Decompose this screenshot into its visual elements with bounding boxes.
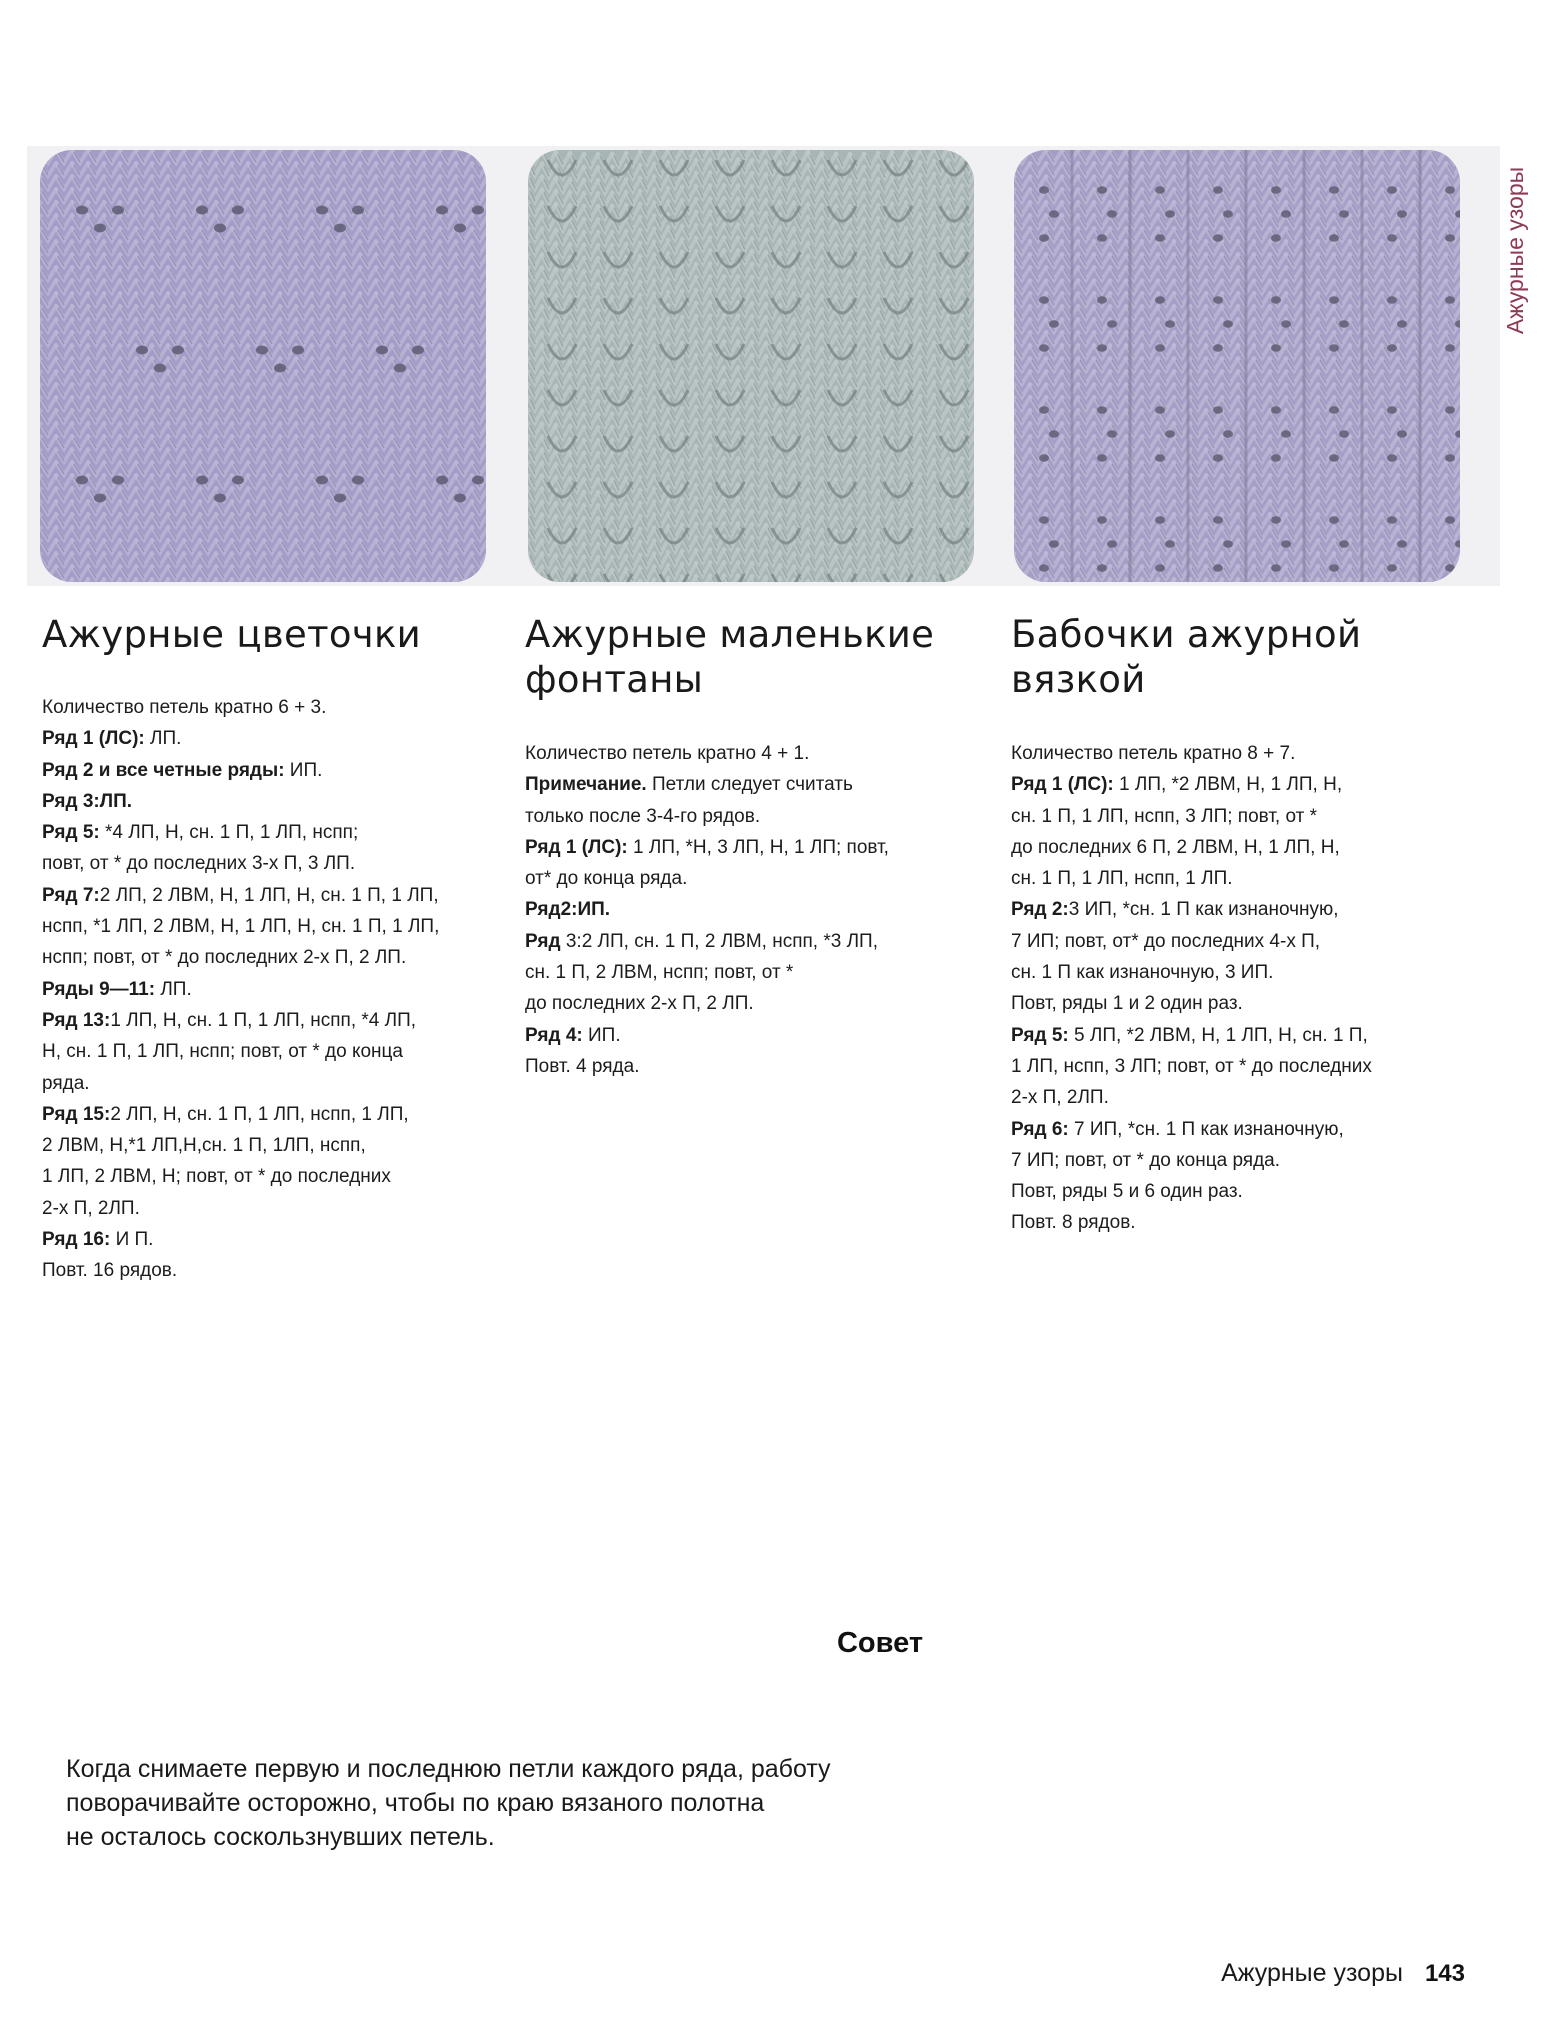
- instruction-text: 2 ЛВМ, Н,*1 ЛП,Н,сн. 1 П, 1ЛП, нспп,: [42, 1135, 366, 1157]
- instruction-line: [1011, 738, 1471, 769]
- knit-swatch-photo-flowers: [40, 150, 486, 582]
- instruction-line: [42, 1193, 502, 1224]
- instruction-text: 3 ИП, *сн. 1 П как изнаночную,: [1068, 899, 1339, 921]
- instruction-label: Ряд 5:: [1011, 1024, 1069, 1046]
- instruction-text: до последних 6 П, 2 ЛВМ, Н, 1 ЛП, Н,: [1011, 836, 1340, 858]
- instruction-text: сн. 1 П, 2 ЛВМ, нспп; повт, от *: [525, 962, 794, 984]
- instruction-line: [42, 1099, 502, 1130]
- pattern-instructions: [525, 738, 985, 1082]
- instruction-text: 5 ЛП, *2 ЛВМ, Н, 1 ЛП, Н, сн. 1 П,: [1068, 1024, 1368, 1046]
- instruction-label: Ряд 4:: [525, 1024, 583, 1046]
- pattern-instructions: [42, 692, 502, 1287]
- pattern-column-butterflies: [1011, 612, 1471, 1239]
- pattern-title: Ажурные маленькие фонтаны: [525, 613, 935, 701]
- instruction-label: Ряд 1 (ЛС):: [42, 728, 145, 750]
- instruction-line: [1011, 1176, 1471, 1207]
- instruction-text: 1 ЛП, *2 ЛВМ, Н, 1 ЛП, Н,: [1113, 774, 1343, 796]
- instruction-text: 7 ИП, *сн. 1 П как изнаночную,: [1068, 1118, 1344, 1140]
- instruction-line: [525, 926, 985, 957]
- instruction-text: Повт, ряды 1 и 2 один раз.: [1011, 993, 1243, 1015]
- instruction-line: [525, 801, 985, 832]
- instruction-text: сн. 1 П, 1 ЛП, нспп, 1 ЛП.: [1011, 868, 1233, 890]
- instruction-text: 2 ЛП, 2 ЛВМ, Н, 1 ЛП, Н, сн. 1 П, 1 ЛП,: [99, 884, 439, 906]
- instruction-text: ИП.: [284, 759, 323, 781]
- instruction-line: [525, 957, 985, 988]
- instruction-text: Н, сн. 1 П, 1 ЛП, нспп; повт, от * до конца: [42, 1041, 403, 1063]
- pattern-title: Бабочки ажурной вязкой: [1011, 613, 1362, 701]
- instruction-line: [42, 1005, 502, 1036]
- instruction-line: [42, 786, 502, 817]
- instruction-line: [1011, 894, 1471, 925]
- instruction-text: нспп, *1 ЛП, 2 ЛВМ, Н, 1 ЛП, Н, сн. 1 П, 1 ЛП,: [42, 916, 440, 938]
- instruction-text: 3:2 ЛП, сн. 1 П, 2 ЛВМ, нспп, *3 ЛП,: [565, 930, 878, 952]
- instruction-text: 2-х П, 2ЛП.: [1011, 1087, 1109, 1109]
- instruction-line: [525, 894, 985, 925]
- instruction-label: Ряд2:ИП.: [525, 899, 611, 921]
- instruction-text: 7 ИП; повт, от * до конца ряда.: [1011, 1149, 1281, 1171]
- instruction-line: [1011, 863, 1471, 894]
- section-side-label: [1498, 150, 1534, 350]
- instruction-text: Повт. 16 рядов.: [42, 1260, 178, 1282]
- instruction-line: [1011, 832, 1471, 863]
- instruction-text: нспп; повт, от * до последних 2-х П, 2 ЛП.: [42, 947, 407, 969]
- instruction-text: ЛП.: [155, 978, 192, 1000]
- instruction-text: 1 ЛП, Н, сн. 1 П, 1 ЛП, нспп, *4 ЛП,: [110, 1009, 417, 1031]
- knit-swatch-photo-butterflies: [1014, 150, 1460, 582]
- instruction-label: Ряд 1 (ЛС):: [525, 836, 628, 858]
- instruction-label: Ряд 13:: [42, 1009, 111, 1031]
- instruction-line: [525, 1051, 985, 1082]
- instruction-text: Повт. 8 рядов.: [1011, 1212, 1136, 1234]
- instruction-line: [42, 817, 502, 848]
- instruction-label: Ряд 1 (ЛС):: [1011, 774, 1114, 796]
- instruction-line: [42, 848, 502, 879]
- instruction-line: [42, 1224, 502, 1255]
- instruction-text: Количество петель кратно 4 + 1.: [525, 743, 810, 764]
- instruction-line: [42, 974, 502, 1005]
- instruction-label: Ряды 9—11:: [42, 978, 156, 1000]
- knit-texture: [528, 150, 974, 582]
- instruction-line: [42, 723, 502, 754]
- instruction-line: [42, 942, 502, 973]
- instruction-line: [1011, 769, 1471, 800]
- instruction-text: 2 ЛП, Н, сн. 1 П, 1 ЛП, нспп, 1 ЛП,: [110, 1103, 409, 1125]
- instruction-text: повт, от * до последних 3-х П, 3 ЛП.: [42, 853, 356, 875]
- instruction-text: ИП.: [582, 1024, 621, 1046]
- pattern-column-fountains: [525, 612, 985, 1082]
- instruction-text: от* до конца ряда.: [525, 868, 688, 890]
- instruction-line: [42, 1255, 502, 1286]
- instruction-line: [525, 1020, 985, 1051]
- instruction-label: Ряд 15:: [42, 1103, 111, 1125]
- footer-section-title: Ажурные узоры: [1221, 1959, 1403, 1987]
- knit-texture: [1014, 150, 1460, 582]
- instruction-line: [1011, 1207, 1471, 1238]
- instruction-line: [42, 1130, 502, 1161]
- instruction-label: Ряд: [525, 930, 566, 952]
- advice-line: поворачивайте осторожно, чтобы по краю вязаного полотна: [66, 1789, 765, 1817]
- advice-line: Когда снимаете первую и последнюю петли каждого ряда, работу: [66, 1755, 831, 1783]
- instruction-label: Ряд 2:: [1011, 899, 1069, 921]
- page-footer: [1221, 1959, 1465, 1999]
- instruction-text: Количество петель кратно 8 + 7.: [1011, 743, 1296, 764]
- instruction-line: [42, 692, 502, 723]
- page-number: 143: [1424, 1960, 1465, 1987]
- instruction-line: [1011, 1051, 1471, 1082]
- instruction-text: ряда.: [42, 1072, 90, 1094]
- instruction-label: Ряд 3:ЛП.: [42, 790, 133, 812]
- pattern-column-flowers: [42, 612, 502, 1287]
- section-side-label-text: Ажурные узоры: [1502, 166, 1529, 334]
- instruction-label: Ряд 5:: [42, 822, 100, 844]
- knit-swatch-photo-fountains: [528, 150, 974, 582]
- instruction-line: [1011, 801, 1471, 832]
- instruction-line: [42, 755, 502, 786]
- instruction-line: [1011, 926, 1471, 957]
- instruction-line: [525, 738, 985, 769]
- instruction-line: [42, 880, 502, 911]
- instruction-label: Ряд 16:: [42, 1229, 111, 1251]
- instruction-line: [42, 911, 502, 942]
- advice-line: не осталось соскользнувших петель.: [66, 1823, 495, 1851]
- advice-title: Совет: [836, 1627, 924, 1659]
- instruction-line: [525, 769, 985, 800]
- instruction-text: 7 ИП; повт, от* до последних 4-х П,: [1011, 930, 1321, 952]
- pattern-title: Ажурные цветочки: [42, 613, 421, 656]
- instruction-text: Петли следует считать: [646, 774, 853, 796]
- instruction-line: [1011, 1082, 1471, 1113]
- instruction-line: [42, 1036, 502, 1067]
- instruction-label: Ряд 6:: [1011, 1118, 1069, 1140]
- instruction-line: [525, 988, 985, 1019]
- instruction-text: Повт, ряды 5 и 6 один раз.: [1011, 1181, 1243, 1203]
- instruction-text: *4 ЛП, Н, сн. 1 П, 1 ЛП, нспп;: [99, 822, 359, 844]
- instruction-line: [1011, 1020, 1471, 1051]
- instruction-line: [42, 1161, 502, 1192]
- instruction-text: сн. 1 П, 1 ЛП, нспп, 3 ЛП; повт, от *: [1011, 805, 1318, 827]
- instruction-text: И П.: [110, 1229, 154, 1251]
- instruction-line: [42, 1068, 502, 1099]
- instruction-text: только после 3-4-го рядов.: [525, 805, 761, 827]
- instruction-line: [525, 863, 985, 894]
- instruction-text: Повт. 4 ряда.: [525, 1055, 640, 1077]
- instruction-text: Количество петель кратно 6 + 3.: [42, 697, 327, 718]
- instruction-text: 2-х П, 2ЛП.: [42, 1197, 140, 1219]
- instruction-label: Ряд 7:: [42, 884, 100, 906]
- instruction-text: ЛП.: [144, 728, 182, 750]
- instruction-text: 1 ЛП, 2 ЛВМ, Н; повт, от * до последних: [42, 1166, 391, 1188]
- advice-text: [66, 1752, 966, 1854]
- instruction-line: [525, 832, 985, 863]
- instruction-label: Примечание.: [525, 774, 647, 796]
- knit-texture: [40, 150, 486, 582]
- pattern-instructions: [1011, 738, 1471, 1239]
- instruction-line: [1011, 988, 1471, 1019]
- instruction-text: до последних 2-х П, 2 ЛП.: [525, 993, 754, 1015]
- instruction-text: сн. 1 П как изнаночную, 3 ИП.: [1011, 962, 1274, 984]
- instruction-label: Ряд 2 и все четные ряды:: [42, 759, 285, 781]
- instruction-line: [1011, 957, 1471, 988]
- instruction-line: [1011, 1114, 1471, 1145]
- instruction-line: [1011, 1145, 1471, 1176]
- instruction-text: 1 ЛП, *Н, 3 ЛП, Н, 1 ЛП; повт,: [627, 836, 889, 858]
- instruction-text: 1 ЛП, нспп, 3 ЛП; повт, от * до последних: [1011, 1055, 1372, 1077]
